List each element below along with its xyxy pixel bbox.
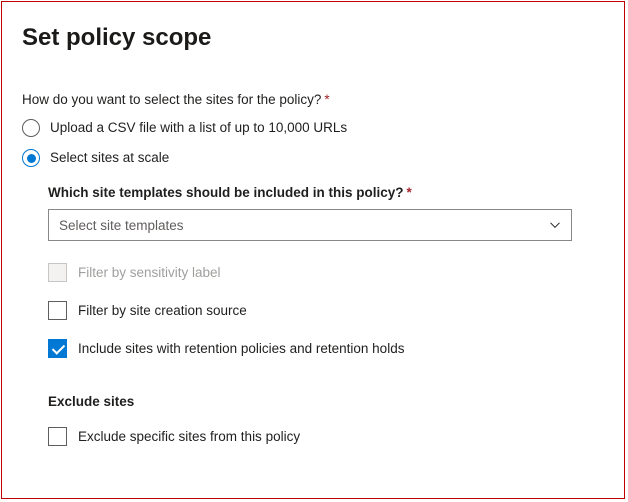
radio-option-upload-csv[interactable] bbox=[22, 119, 608, 137]
radio-label-upload-csv: Upload a CSV file with a list of up to 10,000 URLs bbox=[50, 120, 348, 135]
site-templates-dropdown[interactable] bbox=[48, 209, 572, 241]
scale-options-group bbox=[48, 185, 608, 446]
checkbox-icon-site-creation-source[interactable] bbox=[48, 301, 67, 320]
checkbox-row-exclude-specific-sites[interactable] bbox=[48, 427, 608, 446]
scope-question-text: How do you want to select the sites for the policy? bbox=[22, 92, 322, 107]
exclude-sites-heading: Exclude sites bbox=[48, 394, 135, 409]
radio-option-select-at-scale[interactable] bbox=[22, 149, 608, 167]
checkbox-label-site-creation-source: Filter by site creation source bbox=[78, 303, 247, 318]
site-templates-question bbox=[48, 185, 608, 200]
page-title: Set policy scope bbox=[22, 24, 212, 51]
checkbox-label-sensitivity-label: Filter by sensitivity label bbox=[78, 265, 221, 280]
checkbox-label-retention-policies: Include sites with retention policies and retention holds bbox=[78, 341, 405, 356]
checkbox-icon-exclude-specific-sites[interactable] bbox=[48, 427, 67, 446]
checkbox-row-sensitivity-label bbox=[48, 263, 608, 282]
chevron-down-icon[interactable] bbox=[549, 219, 561, 231]
screenshot-frame bbox=[1, 1, 625, 499]
radio-icon-upload-csv[interactable] bbox=[22, 119, 40, 137]
checkbox-icon-retention-policies[interactable] bbox=[48, 339, 67, 358]
scope-question-label bbox=[22, 92, 608, 107]
site-templates-dropdown-value: Select site templates bbox=[59, 217, 184, 233]
checkbox-icon-sensitivity-label bbox=[48, 263, 67, 282]
site-templates-question-text: Which site templates should be included in this policy? bbox=[48, 185, 404, 200]
required-asterisk-templates: * bbox=[406, 185, 412, 200]
checkbox-row-retention-policies[interactable] bbox=[48, 339, 608, 358]
required-asterisk: * bbox=[324, 92, 330, 107]
radio-icon-select-at-scale[interactable] bbox=[22, 149, 40, 167]
policy-scope-panel bbox=[22, 18, 608, 490]
checkbox-row-site-creation-source[interactable] bbox=[48, 301, 608, 320]
radio-label-select-at-scale: Select sites at scale bbox=[50, 150, 170, 165]
checkbox-label-exclude-specific-sites: Exclude specific sites from this policy bbox=[78, 429, 301, 444]
